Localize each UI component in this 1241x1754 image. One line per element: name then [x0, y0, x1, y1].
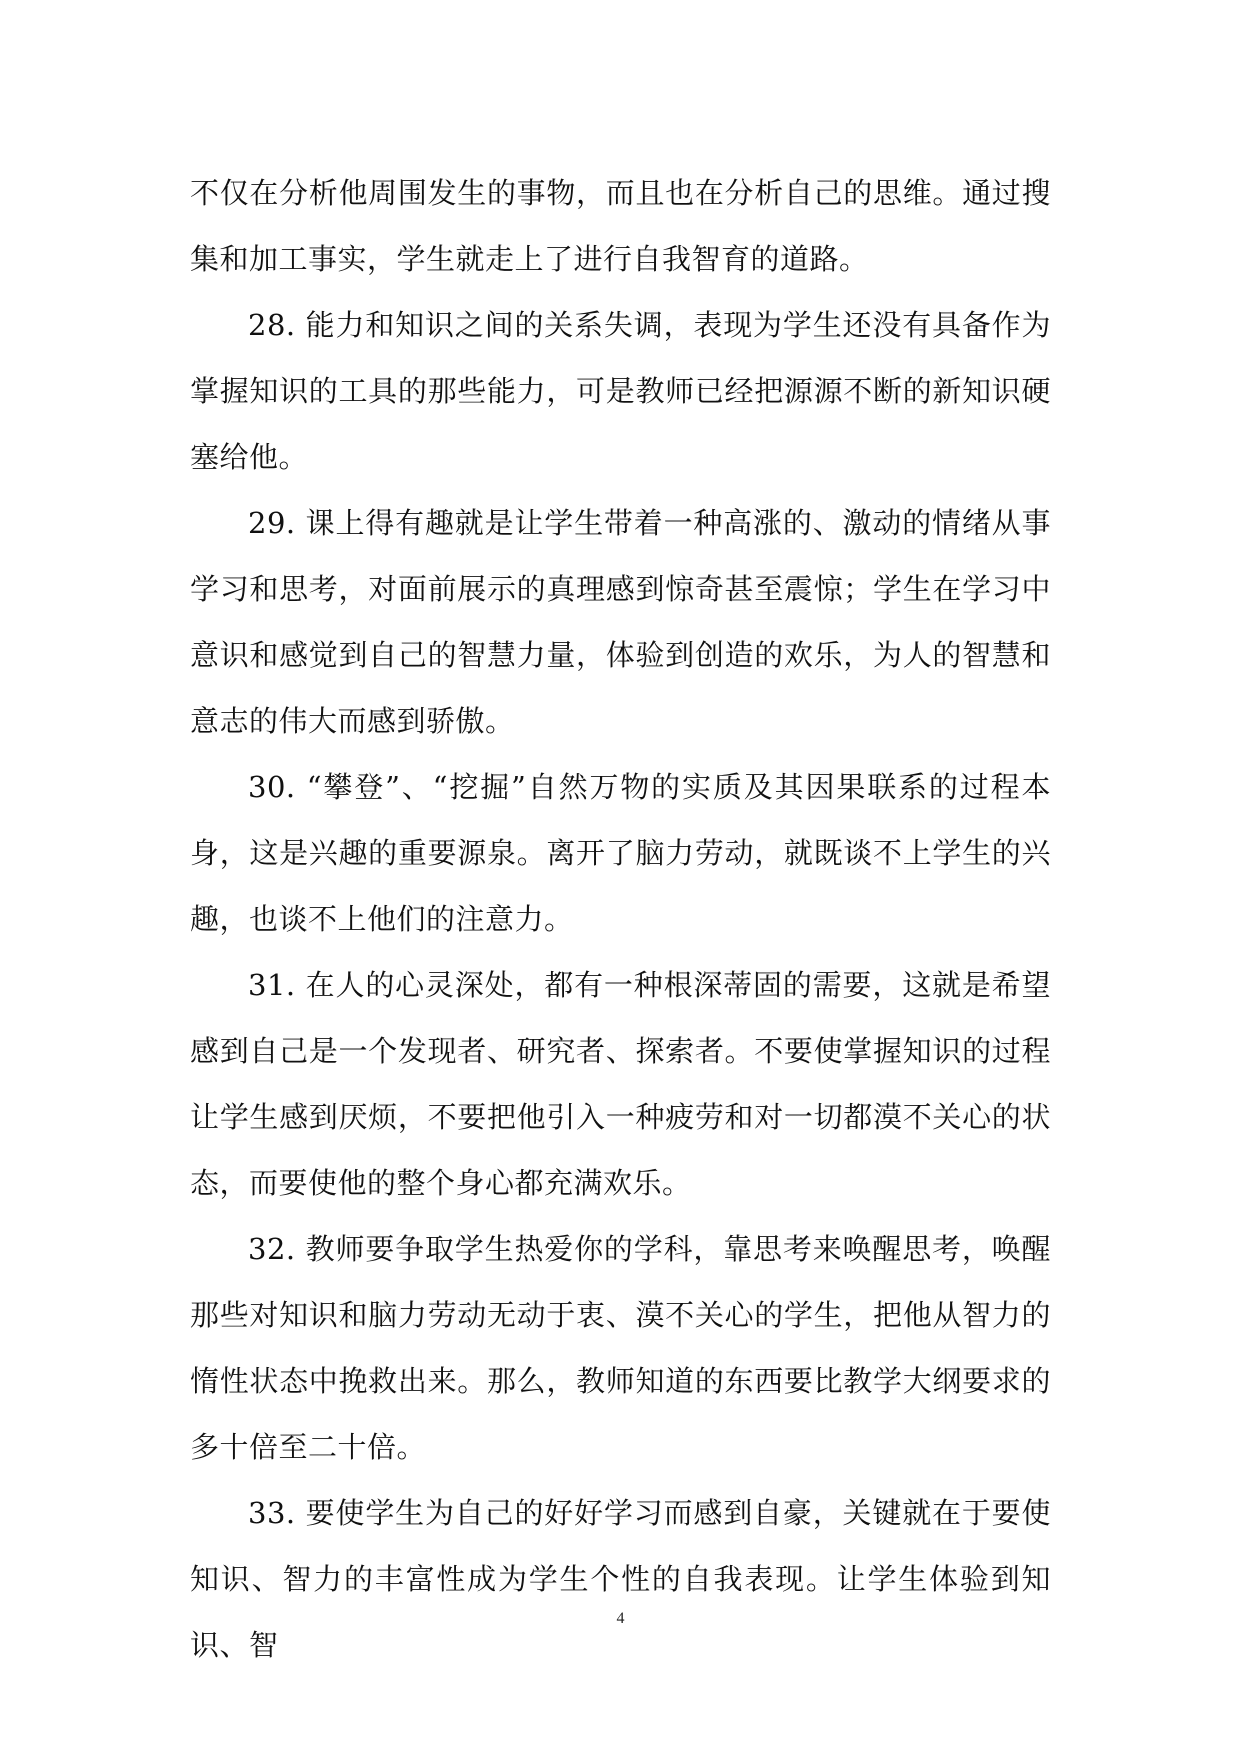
paragraph-28: 28. 能力和知识之间的关系失调，表现为学生还没有具备作为掌握知识的工具的那些能力，可是教师已经把源源不断的新知识硬塞给他。 — [190, 308, 1051, 474]
paragraph-33: 33. 要使学生为自己的好好学习而感到自豪，关键就在于要使知识、智力的丰富性成为学生个性的自我表现。让学生体验到知识、智 — [190, 1496, 1051, 1662]
paragraph-continuation: 不仅在分析他周围发生的事物，而且也在分析自己的思维。通过搜集和加工事实，学生就走上了进行自我智育的道路。 — [190, 176, 1051, 276]
paragraph-29: 29. 课上得有趣就是让学生带着一种高涨的、激动的情绪从事学习和思考，对面前展示的真理感到惊奇甚至震惊；学生在学习中意识和感觉到自己的智慧力量，体验到创造的欢乐，为人的智慧和意志的伟大而感到骄傲。 — [190, 506, 1051, 738]
page-number: 4 — [616, 1610, 625, 1627]
paragraph-32: 32. 教师要争取学生热爱你的学科，靠思考来唤醒思考，唤醒那些对知识和脑力劳动无动于衷、漠不关心的学生，把他从智力的惰性状态中挽救出来。那么，教师知道的东西要比教学大纲要求的多十倍至二十倍。 — [190, 1232, 1051, 1464]
paragraph-30: 30. “攀登”、“挖掘”自然万物的实质及其因果联系的过程本身，这是兴趣的重要源泉。离开了脑力劳动，就既谈不上学生的兴趣，也谈不上他们的注意力。 — [190, 770, 1051, 936]
paragraph-31: 31. 在人的心灵深处，都有一种根深蒂固的需要，这就是希望感到自己是一个发现者、研究者、探索者。不要使掌握知识的过程让学生感到厌烦，不要把他引入一种疲劳和对一切都漠不关心的状态，而要使他的整个身心都充满欢乐。 — [190, 968, 1051, 1200]
page-body — [190, 160, 1051, 1678]
